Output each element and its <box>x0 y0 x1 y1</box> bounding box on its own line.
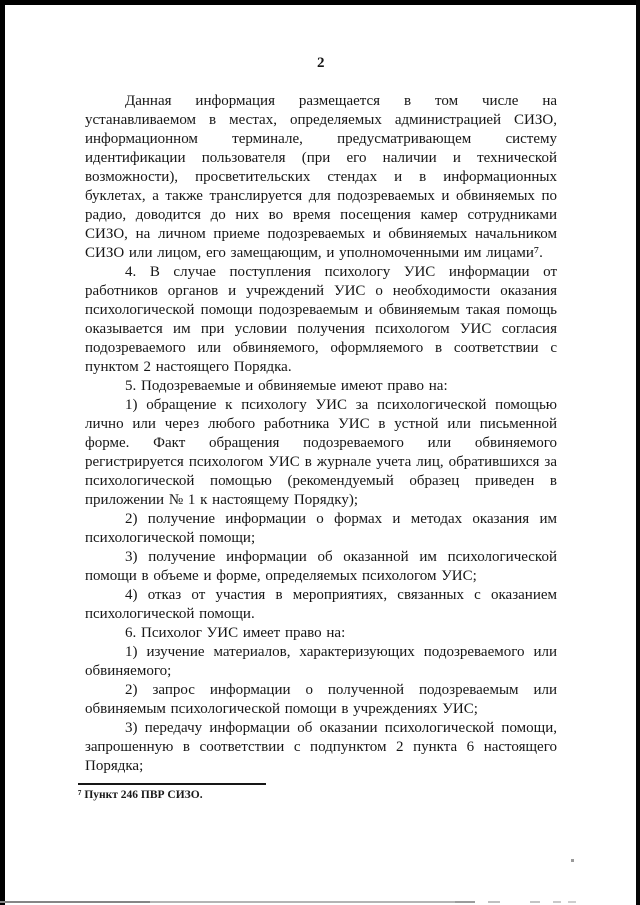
paragraph: 1) обращение к психологу УИС за психологической помощью лично или через любого работника УИС в устной или письменной форме. Факт обращения подозреваемого или обвиняемого регистрируется психологом УИС в журнале учета лиц, обратившихся за психологической помощью (рекомендуемый образец приведен в приложении № 1 к настоящему Порядку); <box>85 397 557 508</box>
footnote <box>78 783 558 802</box>
paragraph: 3) передачу информации об оказании психологической помощи, запрошенную в соответствии с подпунктом 2 пункта 6 настоящего Порядка; <box>85 720 557 774</box>
paragraph: 4. В случае поступления психологу УИС информации от работников органов и учреждений УИС о необходимости оказания психологической помощи подозреваемым и обвиняемым такая помощь оказывается им при условии получения психологом УИС согласия подозреваемого или обвиняемого, оформляемого в соответствии с пунктом 2 настоящего Порядка. <box>85 264 557 375</box>
scan-border-right <box>636 0 640 905</box>
paragraph: 3) получение информации об оказанной им психологической помощи в объеме и форме, определяемых психологом УИС; <box>85 549 557 584</box>
paragraph: 2) получение информации о формах и методах оказания им психологической помощи; <box>85 511 557 546</box>
scan-artifact-line <box>0 901 640 903</box>
page-content <box>85 54 557 776</box>
scan-border-left <box>0 0 5 905</box>
paragraph: 6. Психолог УИС имеет право на: <box>125 625 346 641</box>
page-number: 2 <box>317 55 325 71</box>
paragraph: 4) отказ от участия в мероприятиях, связанных с оказанием психологической помощи. <box>85 587 557 622</box>
paragraph: 2) запрос информации о полученной подозреваемым или обвиняемым психологической помощи в учреждениях УИС; <box>85 682 557 717</box>
document-body <box>85 92 557 776</box>
paragraph: 1) изучение материалов, характеризующих подозреваемого или обвиняемого; <box>85 644 557 679</box>
paragraph: 5. Подозреваемые и обвиняемые имеют право на: <box>125 378 448 394</box>
scan-artifact-dot <box>571 859 574 862</box>
footnote-text: ⁷ Пункт 246 ПВР СИЗО. <box>78 789 203 801</box>
scan-border-top <box>0 0 640 5</box>
footnote-separator-rule <box>78 783 266 785</box>
paragraph: Данная информация размещается в том числе на устанавливаемом в местах, определяемых администрацией СИЗО, информационном терминале, предусматривающем систему идентификации пользователя (при его наличии и технической возможности), просветительских стендах и в информационных буклетах, а также транслируется для подозреваемых и обвиняемых по радио, доводится до них во время посещения камер сотрудниками СИЗО, на личном приеме подозреваемых и обвиняемых начальником СИЗО или лицом, его замещающим, и уполномоченными им лицами⁷. <box>85 93 557 261</box>
